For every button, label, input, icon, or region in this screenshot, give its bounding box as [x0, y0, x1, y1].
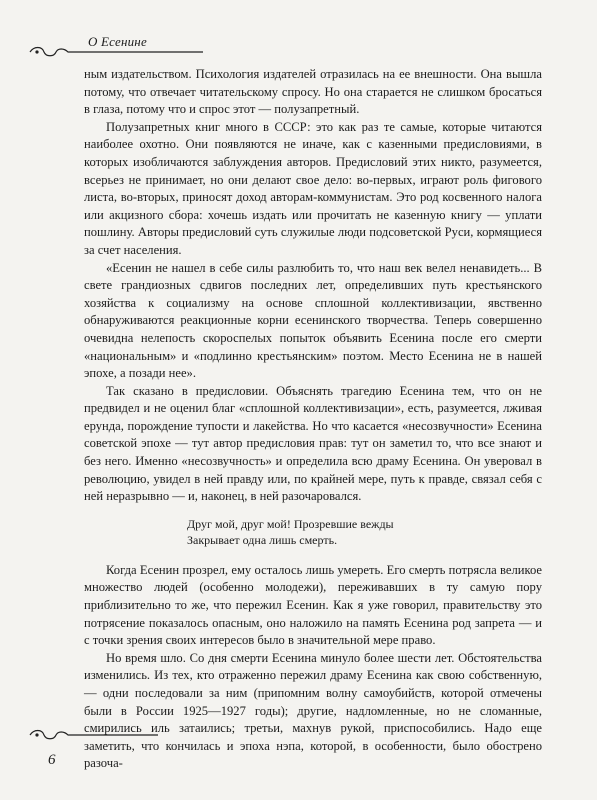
page-number: 6	[48, 752, 56, 768]
poem-quote	[187, 516, 542, 548]
header-title: О Есенине	[88, 34, 147, 49]
poem-line: Друг мой, друг мой! Прозревшие вежды	[187, 516, 394, 531]
ornament-flourish-icon	[28, 728, 158, 742]
quote-paragraph: «Есенин не нашел в себе силы разлюбить то, что наш век велел ненавидеть... В свете грандиозных сдвигов последних лет, определивших путь крестьянского хозяйства к социализму на основе сплошной коллективизации, явственно обнаруживаются реакционные корни есенинского творчества. Теперь совершенно очевидна нелепость скороспелых попыток объявить Есенина после его смерти «национальным» и «подлинно крестьянским» поэтом. Место Есенина не в нашей эпохе, а позади нее».	[84, 260, 542, 381]
poem-line: Закрывает одна лишь смерть.	[187, 532, 338, 547]
paragraph: Когда Есенин прозрел, ему осталось лишь умереть. Его смерть потрясла великое множество людей (особенно молодежи), переживавших в ту самую пору приблизительно то же, что пережил Есенин. Как я уже говорил, правительству это потрясение показалось опасным, оно наложило на память Есенина род запрета — и с точки зрения своих интересов было в значительной мере право.	[84, 562, 542, 648]
paragraph: Полузапретных книг много в СССР: это как раз те самые, которые читаются наиболее охотно. Они появляются не иначе, как с казенными предисловиями, в которых изобличаются заблуждения авторов. Предисловий этих никто, разумеется, всерьез не принимает, но они делают свое дело: во-первых, играют роль фигового листа, во-вторых, приносят доход авторам-коммунистам. Это род косвенного налога или акцизного сбора: хочешь издать или прочитать не казенную книгу — уплати пошлину. Авторы предисловий суть служилые люди подсоветской Руси, кормящиеся за счет населения.	[84, 119, 542, 257]
running-header	[28, 30, 203, 60]
paragraph: Но время шло. Со дня смерти Есенина минуло более шести лет. Обстоятельства изменились. Из тех, кто отраженно пережил драму Есенина как свою собственную,— одни последовали за ним (припомним волну самоубийств, которой отмечены были в России 1925—1927 годы); другие, надломленные, но не сломанные, смирились иль затаились; третьи, махнув рукой, приспособились. Надо еще заметить, что кончилась и эпоха нэпа, которой, в особенности, было обострено разоча-	[84, 650, 542, 771]
paragraph: Так сказано в предисловии. Объяснять трагедию Есенина тем, что он не предвидел и не оценил благ «сплошной коллективизации», есть, разумеется, лживая ерунда, порождение тупости и лакейства. Но что касается «несозвучности» Есенина советской эпохе — тут автор предисловия прав: тут он заметил то, что все знают и без него. Именно «несозвучность» и определила всю драму Есенина. Он уверовал в революцию, увидел в ней правду или, по крайней мере, путь к правде, связал себя с ней неразрывно — и, наконец, в ней разочаровался.	[84, 383, 542, 504]
page-footer	[28, 728, 158, 778]
paragraph: ным издательством. Психология издателей отразилась на ее внешности. Она вышла потому, что отвечает читательскому спросу. Но она старается не слишком бросаться в глаза, потому что и спрос этот — полузапретный.	[84, 67, 542, 117]
body-text	[84, 66, 542, 773]
